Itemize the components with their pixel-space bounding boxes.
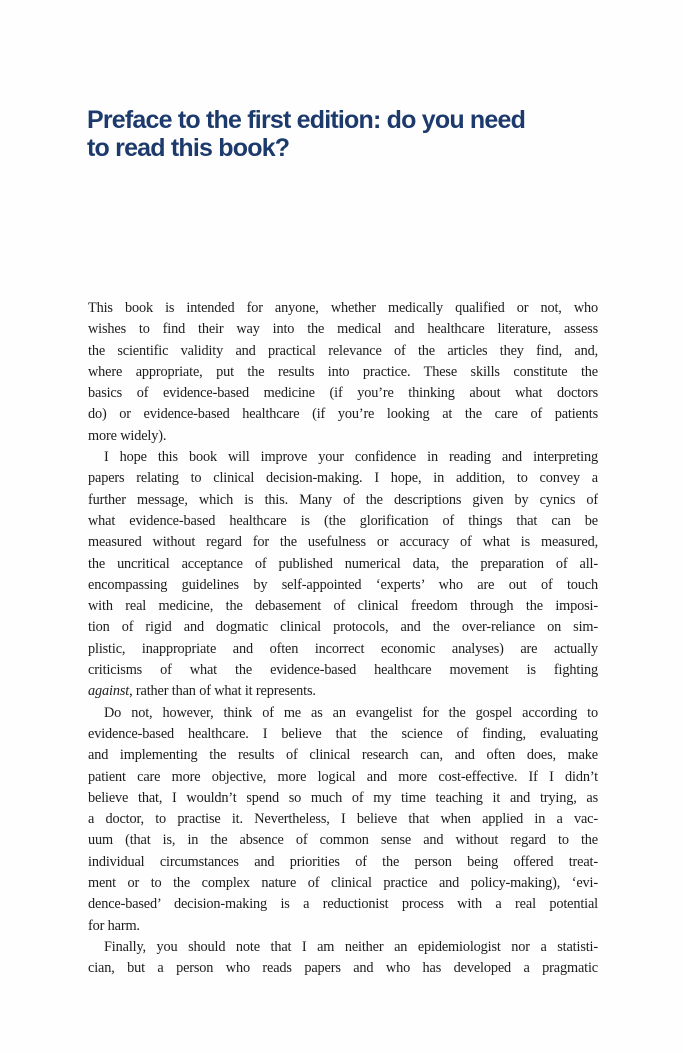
text-line: do) or evidence-based healthcare (if you’re looking at the care of patients — [88, 406, 598, 423]
paragraph — [88, 703, 598, 937]
text-line: the uncritical acceptance of published numerical data, the preparation of all- — [88, 555, 598, 572]
text-line: patient care more objective, more logical and more cost-effective. If I didn’t — [88, 768, 598, 785]
chapter-title-line: to read this book? — [87, 134, 290, 162]
text-line: and implementing the results of clinical research can, and often does, make — [88, 747, 598, 764]
text-line: measured without regard for the usefulness or accuracy of what is measured, — [88, 534, 598, 551]
text-line: basics of evidence-based medicine (if you’re thinking about what doctors — [88, 385, 598, 402]
text-line: encompassing guidelines by self-appointed ‘experts’ who are out of touch — [88, 576, 598, 593]
paragraph — [88, 937, 598, 980]
text-line: what evidence-based healthcare is (the glorification of things that can be — [88, 512, 598, 529]
text-line: I hope this book will improve your confidence in reading and interpreting — [104, 449, 598, 466]
text-line: more widely). — [88, 427, 167, 444]
text-line: uum (that is, in the absence of common sense and without regard to the — [88, 832, 598, 849]
text-line: the scientific validity and practical relevance of the articles they find, and, — [88, 342, 598, 359]
text-line: cian, but a person who reads papers and who has developed a pragmatic — [88, 960, 598, 977]
text-line: with real medicine, the debasement of clinical freedom through the imposi- — [88, 598, 598, 615]
text-line: believe that, I wouldn’t spend so much of my time teaching it and trying, as — [88, 789, 598, 806]
chapter-title-line: Preface to the first edition: do you need — [87, 106, 526, 134]
text-line: plistic, inappropriate and often incorrect economic analyses) are actually — [88, 640, 598, 657]
text-line: a doctor, to practise it. Nevertheless, I believe that when applied in a vac- — [88, 811, 598, 828]
text-line: individual circumstances and priorities of the person being offered treat- — [88, 853, 598, 870]
text-segment: , rather than of what it represents. — [129, 683, 316, 700]
text-line: Do not, however, think of me as an evangelist for the gospel according to — [104, 704, 598, 721]
text-line — [88, 681, 598, 702]
text-line: ment or to the complex nature of clinical practice and policy-making), ‘evi- — [88, 875, 598, 892]
text-line: wishes to find their way into the medical and healthcare literature, assess — [88, 321, 598, 338]
paragraph — [88, 447, 598, 703]
paragraph — [88, 298, 598, 447]
text-line: papers relating to clinical decision-making. I hope, in addition, to convey a — [88, 470, 598, 487]
text-line: where appropriate, put the results into practice. These skills constitute the — [88, 363, 598, 380]
text-line: tion of rigid and dogmatic clinical protocols, and the over-reliance on sim- — [88, 619, 598, 636]
italic-text: against — [88, 683, 130, 700]
text-line: evidence-based healthcare. I believe that the science of finding, evaluating — [88, 725, 598, 742]
chapter-title — [87, 106, 647, 162]
text-line: This book is intended for anyone, whether medically qualified or not, who — [88, 300, 598, 316]
text-line: for harm. — [88, 917, 140, 934]
body-text — [88, 298, 598, 980]
text-line: criticisms of what the evidence-based healthcare movement is fighting — [88, 662, 598, 679]
text-line: Finally, you should note that I am neither an epidemiologist nor a statisti- — [104, 938, 598, 955]
text-line: dence-based’ decision-making is a reductionist process with a real potential — [88, 896, 598, 913]
text-line: further message, which is this. Many of the descriptions given by cynics of — [88, 491, 598, 508]
